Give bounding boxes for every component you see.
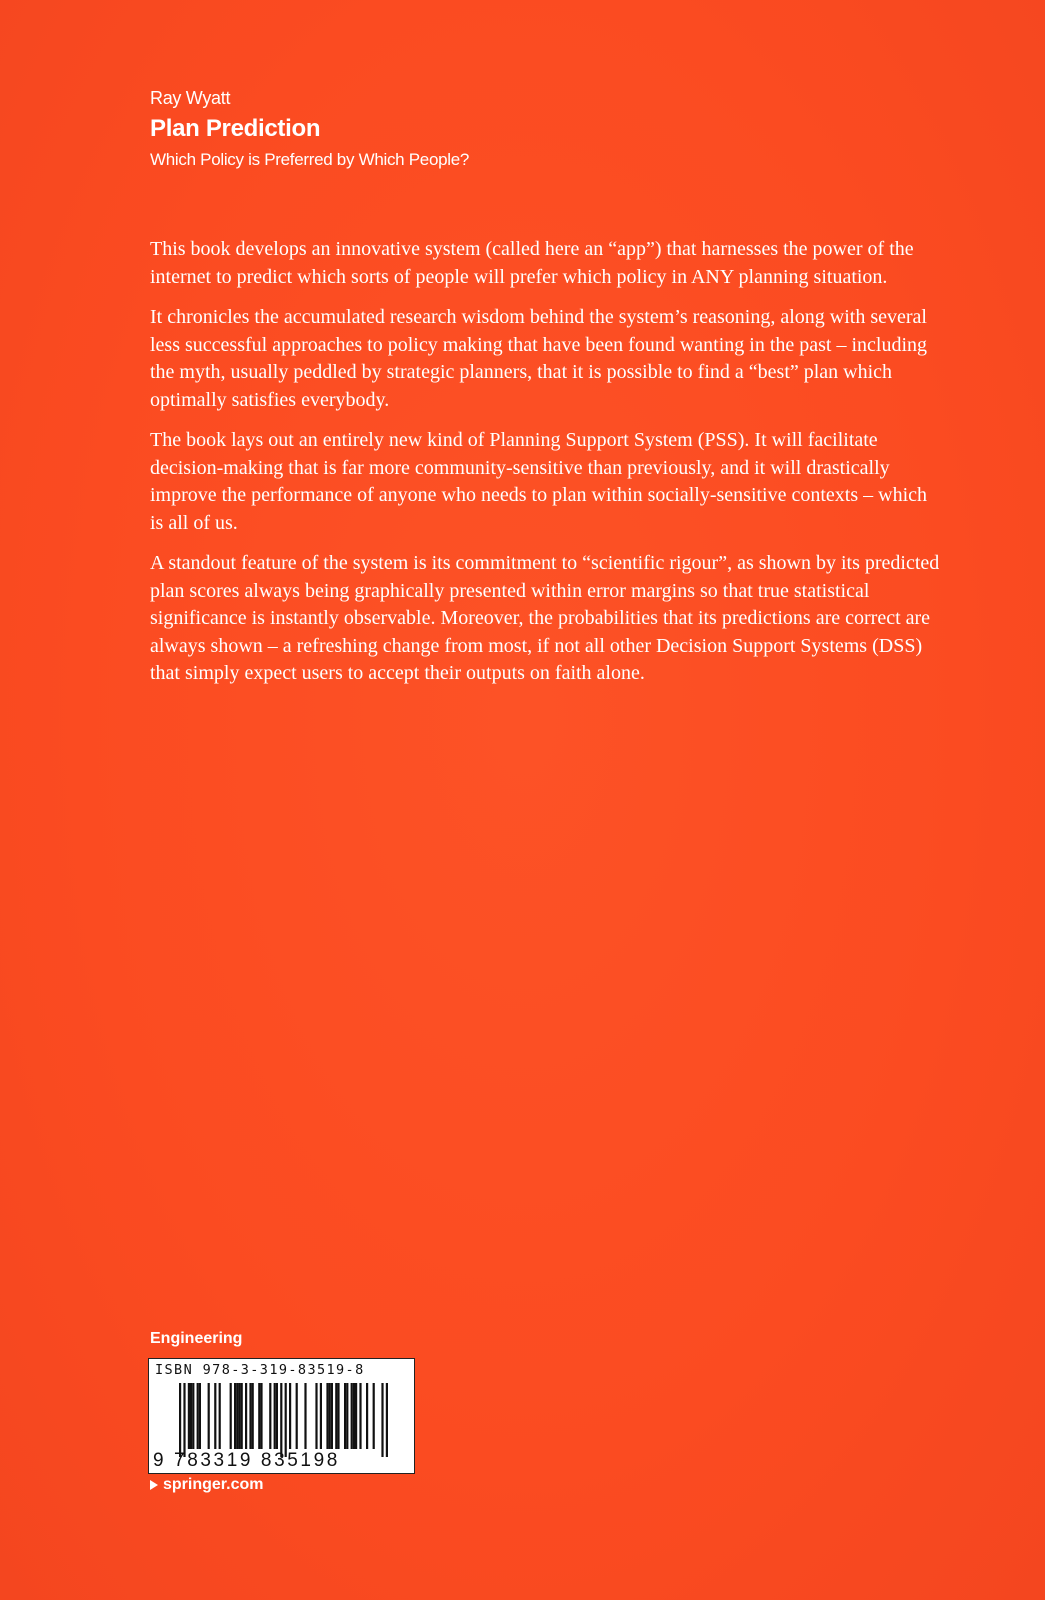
blurb-paragraph: It chronicles the accumulated research wisdom behind the system’s reasoning, along with several less successful approaches to policy making that have been found wanting in the past – including the myth, usually peddled by strategic planners, that it is possible to find a “best” plan which optimally satisfies everybody. bbox=[150, 306, 928, 411]
barcode-bar bbox=[199, 1383, 201, 1449]
blurb-paragraph: The book lays out an entirely new kind of Planning Support System (PSS). It will facilitate decision-making that is far more community-sensitive than previously, and it will drastically improve the performance of anyone who needs to plan within socially-sensitive contexts – which is all of us. bbox=[150, 429, 928, 534]
barcode-bar bbox=[304, 1383, 306, 1449]
barcode-bar bbox=[188, 1383, 190, 1449]
barcode-bar bbox=[326, 1383, 328, 1449]
barcode-bar bbox=[346, 1383, 348, 1449]
book-title: Plan Prediction bbox=[150, 115, 321, 142]
barcode-bar bbox=[353, 1383, 355, 1449]
barcode-bar bbox=[245, 1383, 247, 1449]
barcode-bar bbox=[359, 1383, 361, 1449]
barcode-bar bbox=[258, 1383, 260, 1449]
barcode-bar bbox=[260, 1383, 262, 1449]
isbn-barcode bbox=[148, 1358, 415, 1474]
barcode-bar bbox=[285, 1383, 287, 1457]
barcode-bar bbox=[373, 1383, 375, 1449]
barcode-bar bbox=[241, 1383, 243, 1449]
barcode-bar bbox=[315, 1383, 317, 1449]
barcode-bar bbox=[329, 1383, 331, 1449]
barcode-bar bbox=[274, 1383, 276, 1449]
barcode-bar bbox=[192, 1383, 194, 1449]
barcode-bar bbox=[190, 1383, 192, 1449]
blurb-paragraph: This book develops an innovative system (called here an “app”) that harnesses the power of the internet to predict which sorts of people will prefer which policy in ANY planning situation. bbox=[150, 238, 914, 288]
barcode-bar bbox=[219, 1383, 221, 1449]
arrow-right-icon bbox=[150, 1480, 158, 1490]
barcode-bar bbox=[289, 1383, 291, 1449]
cover-header bbox=[150, 86, 910, 172]
barcode-bar bbox=[366, 1383, 368, 1449]
barcode-bar bbox=[238, 1383, 240, 1449]
ean-digits: 9 783319 835198 bbox=[153, 1450, 340, 1471]
publisher-link[interactable] bbox=[150, 1476, 263, 1494]
isbn-label: ISBN 978-3-319-83519-8 bbox=[155, 1362, 365, 1378]
barcode-bar bbox=[280, 1383, 282, 1457]
barcode-bar bbox=[335, 1383, 337, 1449]
barcode-bar bbox=[337, 1383, 339, 1449]
barcode-bar bbox=[355, 1383, 357, 1449]
barcode-bar bbox=[236, 1383, 238, 1449]
barcode-bar bbox=[351, 1383, 353, 1449]
barcode-bar bbox=[234, 1383, 236, 1449]
barcode-bar bbox=[208, 1383, 210, 1449]
barcode-bar bbox=[183, 1383, 185, 1457]
barcode-bar bbox=[296, 1383, 298, 1449]
barcode-bar bbox=[252, 1383, 254, 1449]
blurb-text bbox=[150, 236, 942, 701]
barcode-bar bbox=[179, 1383, 181, 1457]
publisher-link-text: springer.com bbox=[163, 1476, 264, 1493]
barcode-bar bbox=[344, 1383, 346, 1449]
author-name: Ray Wyatt bbox=[150, 88, 231, 108]
blurb-paragraph: A standout feature of the system is its commitment to “scientific rigour”, as shown by its predicted plan scores always being graphically presented within error margins so that true statistical significance is instantly observable. Moreover, the probabilities that its predictions are correct are always shown – a refreshing change from most, if not all other Decision Support Systems (DSS) that simply expect users to accept their outputs on faith alone. bbox=[150, 552, 940, 684]
barcode-bar bbox=[331, 1383, 333, 1449]
subject-category: Engineering bbox=[150, 1330, 243, 1347]
book-subtitle: Which Policy is Preferred by Which People? bbox=[150, 150, 470, 169]
barcode-bar bbox=[214, 1383, 216, 1449]
barcode-bar bbox=[197, 1383, 199, 1449]
barcode-bar bbox=[386, 1383, 388, 1457]
barcode-bar bbox=[249, 1383, 251, 1449]
barcode-bar bbox=[320, 1383, 322, 1449]
barcode-bar bbox=[230, 1383, 232, 1449]
barcode-bar bbox=[381, 1383, 383, 1457]
barcode-bar bbox=[276, 1383, 278, 1449]
barcode-bar bbox=[269, 1383, 271, 1449]
